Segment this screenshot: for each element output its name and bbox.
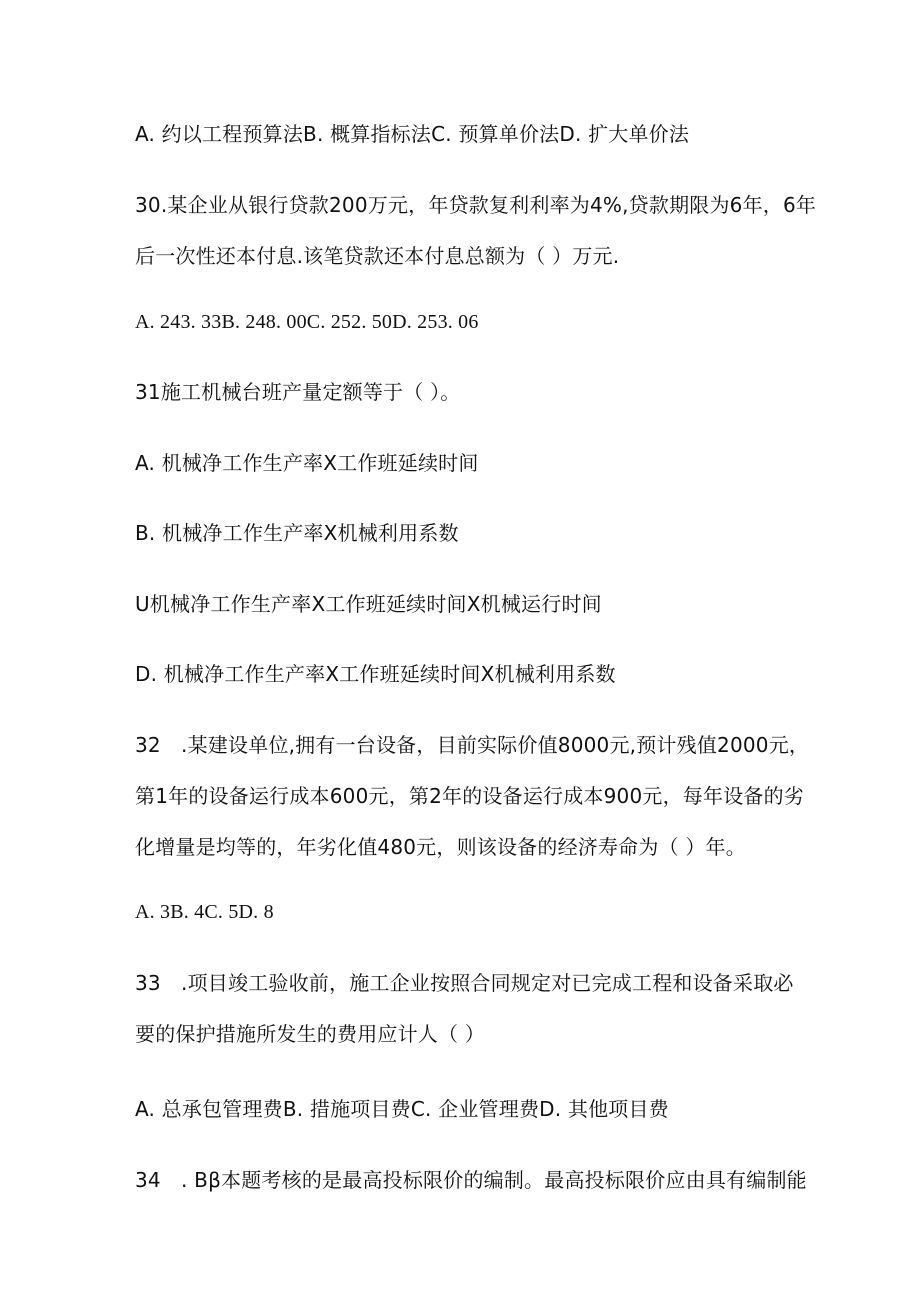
q30-options: A. 243. 33B. 248. 00C. 252. 50D. 253. 06 <box>135 311 479 333</box>
q32-stem-line-1: 32 .某建设单位,拥有一台设备，目前实际价值8000元,预计残值2000元， <box>135 733 810 757</box>
q31-option-a: A. 机械净工作生产率X工作班延续时间 <box>135 451 479 475</box>
q29-options: A. 约以工程预算法B. 概算指标法C. 预算单价法D. 扩大单价法 <box>135 122 690 146</box>
q31-option-b: B. 机械净工作生产率X机械利用系数 <box>135 521 459 545</box>
q33-stem-line-2: 要的保护措施所发生的费用应计人（ ） <box>135 1022 485 1046</box>
q31-option-c: U机械净工作生产率X工作班延续时间X机械运行时间 <box>135 592 602 616</box>
q30-stem-line-1: 30.某企业从银行贷款200万元，年贷款复利利率为4%,贷款期限为6年，6年 <box>135 193 817 217</box>
q32-options: A. 3B. 4C. 5D. 8 <box>135 901 274 923</box>
q30-stem-line-2: 后一次性还本付息.该笔贷款还本付息总额为（ ）万元. <box>135 244 620 268</box>
q33-stem-line-1: 33 .项目竣工验收前，施工企业按照合同规定对已完成工程和设备采取必 <box>135 971 794 995</box>
q34-answer-explanation: 34 . Bβ本题考核的是最高投标限价的编制。最高投标限价应由具有编制能 <box>135 1168 807 1192</box>
q31-option-d: D. 机械净工作生产率X工作班延续时间X机械利用系数 <box>135 662 616 686</box>
q32-stem-line-3: 化增量是均等的，年劣化值480元，则该设备的经济寿命为（ ）年。 <box>135 835 746 859</box>
q31-stem: 31施工机械台班产量定额等于（ ）。 <box>135 380 461 404</box>
q32-stem-line-2: 第1年的设备运行成本600元，第2年的设备运行成本900元，每年设备的劣 <box>135 784 804 808</box>
q33-options: A. 总承包管理费B. 措施项目费C. 企业管理费D. 其他项目费 <box>135 1097 669 1121</box>
